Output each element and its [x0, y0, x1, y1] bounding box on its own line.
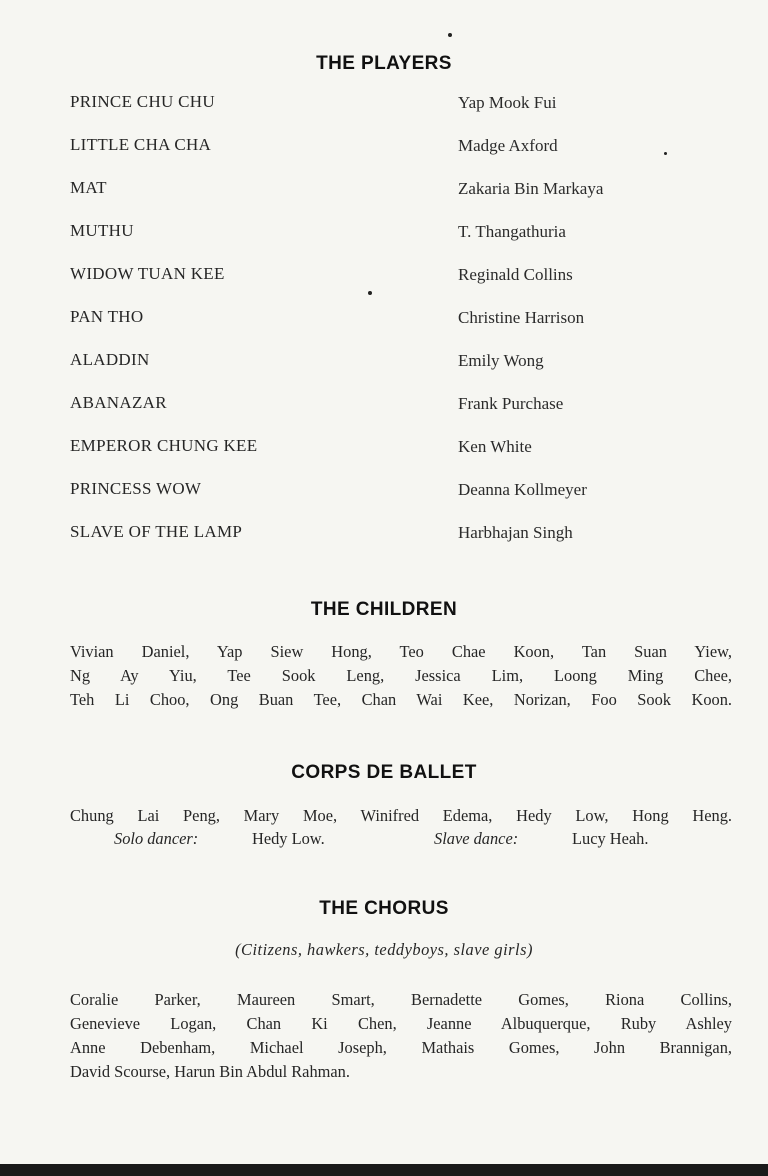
- solo-dancer-name: Hedy Low.: [252, 829, 325, 848]
- actor-name: T. Thangathuria: [458, 222, 566, 241]
- ballet-heading: CORPS DE BALLET: [291, 762, 477, 783]
- actor-name: Emily Wong: [458, 351, 544, 370]
- cast-row: [0, 387, 768, 430]
- role-name: EMPEROR CHUNG KEE: [70, 436, 258, 455]
- actor-name: Ken White: [458, 437, 532, 456]
- role-name: PRINCESS WOW: [70, 479, 202, 498]
- chorus-list: [70, 988, 732, 1084]
- actor-name: Reginald Collins: [458, 265, 573, 284]
- role-name: WIDOW TUAN KEE: [70, 264, 225, 283]
- cast-list: [0, 86, 768, 559]
- chorus-subtitle: (Citizens, hawkers, teddyboys, slave girls): [235, 940, 533, 959]
- children-line: Ng Ay Yiu, Tee Sook Leng, Jessica Lim, Loong Ming Chee,: [70, 666, 732, 685]
- chorus-line: Coralie Parker, Maureen Smart, Bernadette Gomes, Riona Collins,: [70, 990, 732, 1009]
- cast-row: [0, 430, 768, 473]
- role-name: LITTLE CHA CHA: [70, 135, 212, 154]
- role-name: SLAVE OF THE LAMP: [70, 522, 243, 541]
- actor-name: Deanna Kollmeyer: [458, 480, 587, 499]
- cast-row: [0, 86, 768, 129]
- ballet-members: [70, 804, 732, 828]
- solo-dancer-label: Solo dancer:: [114, 829, 199, 848]
- cast-row: [0, 516, 768, 559]
- chorus-line: David Scourse, Harun Bin Abdul Rahman.: [70, 1062, 350, 1081]
- chorus-heading: THE CHORUS: [319, 898, 449, 919]
- actor-name: Zakaria Bin Markaya: [458, 179, 604, 198]
- children-list: [70, 640, 732, 712]
- ballet-members-line: Chung Lai Peng, Mary Moe, Winifred Edema, Hedy Low, Hong Heng.: [70, 806, 732, 825]
- cast-row: [0, 344, 768, 387]
- children-line: Vivian Daniel, Yap Siew Hong, Teo Chae Koon, Tan Suan Yiew,: [70, 642, 732, 661]
- cast-row: [0, 172, 768, 215]
- actor-name: Yap Mook Fui: [458, 93, 557, 112]
- cast-row: [0, 129, 768, 172]
- page-bottom-edge: [0, 1164, 768, 1176]
- actor-name: Madge Axford: [458, 136, 558, 155]
- role-name: MAT: [70, 178, 107, 197]
- cast-row: [0, 258, 768, 301]
- role-name: PAN THO: [70, 307, 144, 326]
- actor-name: Harbhajan Singh: [458, 523, 573, 542]
- ink-speck: [448, 33, 452, 37]
- players-heading: THE PLAYERS: [316, 53, 452, 74]
- actor-name: Frank Purchase: [458, 394, 564, 413]
- slave-dance-label: Slave dance:: [434, 829, 519, 848]
- role-name: MUTHU: [70, 221, 134, 240]
- role-name: ALADDIN: [70, 350, 150, 369]
- chorus-line: Anne Debenham, Michael Joseph, Mathais Gomes, John Brannigan,: [70, 1038, 732, 1057]
- cast-row: [0, 215, 768, 258]
- slave-dance-name: Lucy Heah.: [572, 829, 649, 848]
- actor-name: Christine Harrison: [458, 308, 585, 327]
- children-line: Teh Li Choo, Ong Buan Tee, Chan Wai Kee, Norizan, Foo Sook Koon.: [70, 690, 732, 709]
- children-heading: THE CHILDREN: [310, 599, 458, 620]
- role-name: ABANAZAR: [70, 393, 167, 412]
- cast-row: [0, 473, 768, 516]
- chorus-line: Genevieve Logan, Chan Ki Chen, Jeanne Albuquerque, Ruby Ashley: [70, 1014, 732, 1033]
- role-name: PRINCE CHU CHU: [70, 92, 215, 111]
- cast-row: [0, 301, 768, 344]
